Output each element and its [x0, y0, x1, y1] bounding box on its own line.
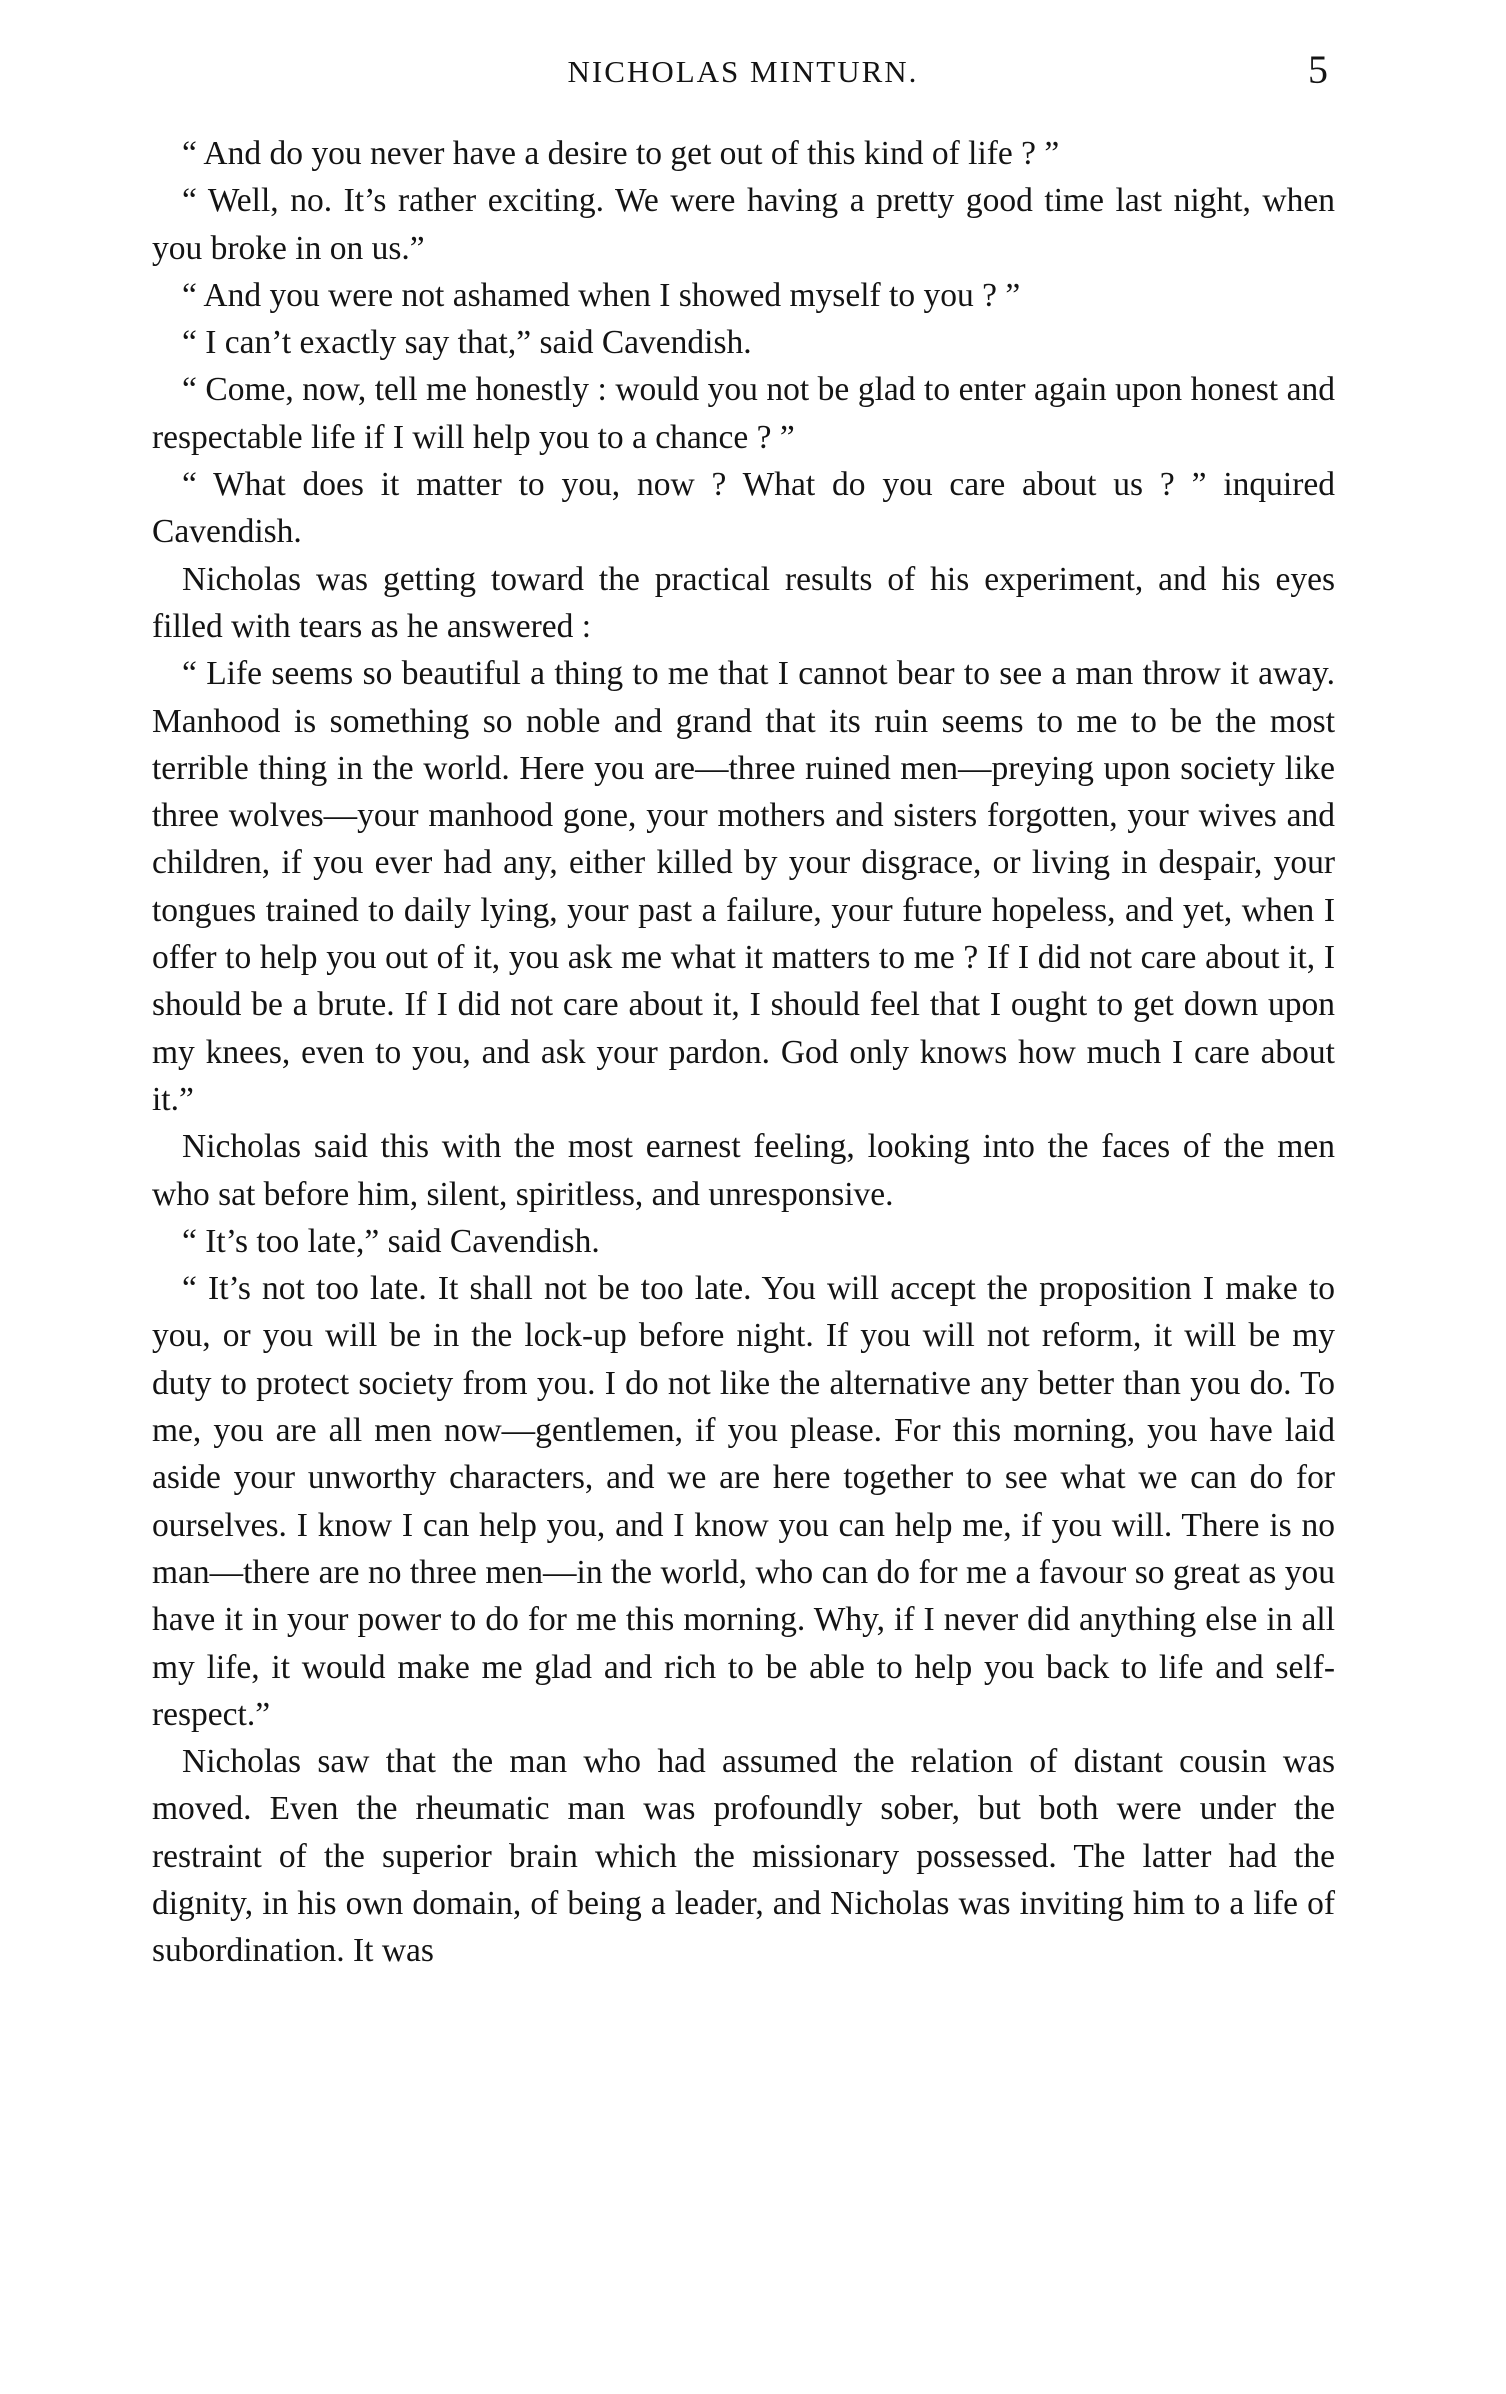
- paragraph-9: Nicholas said this with the most earnest feeling, looking into the faces of the men who sat before him, silent, spiritless, and unresponsive.: [152, 1128, 1335, 1213]
- paragraph-2: “ Well, no. It’s rather exciting. We were having a pretty good time last night, when you broke in on us.”: [152, 182, 1335, 267]
- paragraph-6: “ What does it matter to you, now ? What do you care about us ? ” inquired Cavendish.: [152, 466, 1335, 551]
- paragraph-4: “ I can’t exactly say that,” said Cavendish.: [182, 324, 752, 362]
- paragraph-8: “ Life seems so beautiful a thing to me that I cannot bear to see a man throw it away. Manhood is something so noble and grand that its ruin seems to me to be the most terrible thing in the world. Here you are—three ruined men—preying upon society like three wolves—your manhood gone, your mothers and sisters forgotten, your wives and children, if you ever had any, either killed by your disgrace, or living in despair, your tongues trained to daily lying, your past a failure, your future hopeless, and yet, when I offer to help you out of it, you ask me what it matters to me ? If I did not care about it, I should be a brute. If I did not care about it, I should feel that I ought to get down upon my knees, even to you, and ask your pardon. God only knows how much I care about it.”: [152, 655, 1335, 1118]
- body-text: [152, 130, 1335, 1975]
- paragraph-11: “ It’s not too late. It shall not be too late. You will accept the proposition I make to you, or you will be in the lock-up before night. If you will not reform, it will be my duty to protect society from you. I do not like the alternative any better than you do. To me, you are all men now—gentlemen, if you please. For this morning, you have laid aside your unworthy characters, and we are here together to see what we can do for ourselves. I know I can help you, and I know you can help me, if you will. There is no man—there are no three men—in the world, who can do for me a favour so great as you have it in your power to do for me this morning. Why, if I never did anything else in all my life, it would make me glad and rich to be able to help you back to life and self-respect.”: [152, 1270, 1335, 1733]
- paragraph-7: Nicholas was getting toward the practical results of his experiment, and his eyes filled with tears as he answered :: [152, 560, 1335, 645]
- paragraph-12: Nicholas saw that the man who had assumed the relation of distant cousin was moved. Even the rheumatic man was profoundly sober, but both were under the restraint of the superior brain which the missionary possessed. The latter had the dignity, in his own domain, of being a leader, and Nicholas was inviting him to a life of subordination. It was: [152, 1743, 1335, 1970]
- page-number: 5: [1308, 47, 1328, 92]
- page-header: [150, 46, 1336, 106]
- paragraph-3: “ And you were not ashamed when I showed myself to you ? ”: [182, 276, 1021, 314]
- paragraph-5: “ Come, now, tell me honestly : would you not be glad to enter again upon honest and respectable life if I will help you to a chance ? ”: [152, 371, 1335, 456]
- paragraph-1: “ And do you never have a desire to get out of this kind of life ? ”: [182, 135, 1060, 172]
- running-title: NICHOLAS MINTURN.: [567, 54, 919, 89]
- paragraph-10: “ It’s too late,” said Cavendish.: [182, 1222, 600, 1260]
